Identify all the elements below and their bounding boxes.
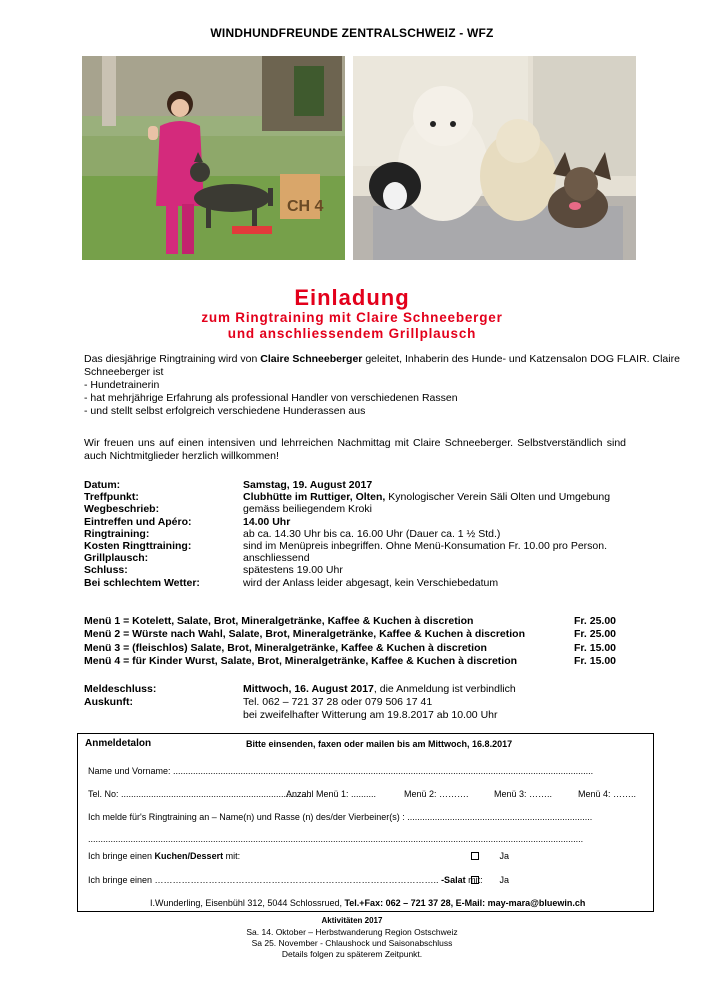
detail-row-kosten: Kosten Ringttraining: sind im Menüpreis inbegriffen. Ohne Menü-Konsumation Fr. 10.00 pro Person. [84, 539, 608, 552]
sign-text: CH 4 [287, 198, 324, 215]
menu-item: Menü 3 = (fleischlos) Salate, Brot, Mineralgetränke, Kaffee & Kuchen à discretion Fr. 15.00 [84, 641, 616, 654]
menu-list [84, 615, 616, 669]
photo-handler-with-dog [82, 56, 345, 260]
activities-title: Aktivitäten 2017 [321, 916, 383, 925]
bullet-item: - hat mehrjährige Erfahrung als professional Handler von verschiedenen Rassen [84, 392, 458, 404]
meldeschluss-row: Meldeschluss: Mittwoch, 16. August 2017, die Anmeldung ist verbindlich [84, 683, 516, 695]
name-field[interactable]: Name und Vorname: ........................................................................................................................................................................ [88, 766, 594, 776]
menu4-count-field[interactable]: Menü 4: …….. [578, 789, 637, 799]
detail-row-eintreffen: Eintreffen und Apéro: 14.00 Uhr [84, 515, 291, 528]
menu-item: Menü 4 = für Kinder Wurst, Salate, Brot, Mineralgetränke, Kaffee & Kuchen à discretion Fr. 15.00 [84, 655, 616, 668]
detail-row-grillplausch: Grillplausch: anschliessend [84, 552, 310, 565]
menu-price: Fr. 15.00 [573, 641, 616, 654]
intro-line-1: Das diesjährige Ringtraining wird von Claire Schneeberger geleitet, Inhaberin des Hunde- und Katzensalon DOG FLAIR. Claire [84, 353, 680, 365]
intro-line-2: Schneeberger ist [84, 366, 164, 378]
salat-ja-label: Ja [499, 875, 510, 885]
detail-row-treffpunkt: Treffpunkt: Clubhütte im Ruttiger, Olten, Kynologischer Verein Säli Olten und Umgebung [84, 491, 611, 504]
kuchen-label: Ich bringe einen Kuchen/Dessert mit: [88, 851, 241, 861]
form-instructions: Bitte einsenden, faxen oder mailen bis am Mittwoch, 16.8.2017 [246, 739, 513, 749]
detail-row-schluss: Schluss: spätestens 19.00 Uhr [84, 564, 343, 577]
menu3-count-field[interactable]: Menü 3: …….. [494, 789, 553, 799]
activities-note: Details folgen zu späterem Zeitpunkt. [281, 949, 423, 959]
welcome-paragraph: Wir freuen uns auf einen intensiven und lehrreichen Nachmittag mit Claire Schneeberger. Selbstverständlich sind auch Nichtmitglieder herzlich willkommen! [84, 437, 626, 462]
kuchen-ja-label: Ja [499, 851, 510, 861]
tel-field[interactable]: Tel. No: ............................................................................ [88, 789, 312, 799]
page-header: WINDHUNDFREUNDE ZENTRALSCHWEIZ - WFZ [210, 26, 494, 40]
trainer-name: Claire Schneeberger [260, 353, 363, 365]
bullet-item: - und stellt selbst erfolgreich verschiedene Hunderassen aus [84, 405, 366, 417]
invitation-title: Einladung [294, 285, 410, 310]
dog-registration-line-2[interactable]: ...................................................................................................................................................................................................... [88, 834, 584, 844]
menu2-count-field[interactable]: Menü 2: ………. [404, 789, 469, 799]
event-details [84, 479, 624, 589]
kuchen-checkbox[interactable] [471, 852, 479, 860]
bullet-item: - Hundetrainerin [84, 379, 160, 391]
activity-item: Sa 25. November - Chlaushock und Saisonabschluss [251, 938, 453, 948]
registration-form [77, 733, 654, 912]
menu-price: Fr. 25.00 [573, 628, 616, 641]
detail-row-ringtraining: Ringtraining: ab ca. 14.30 Uhr bis ca. 16.00 Uhr (Dauer ca. 1 ½ Std.) [84, 527, 501, 540]
registration-info [84, 683, 624, 721]
activity-item: Sa. 14. Oktober – Herbstwanderung Region Ostschweiz [246, 927, 458, 937]
detail-row-datum: Datum: Samstag, 19. August 2017 [84, 479, 373, 491]
intro-paragraph [84, 353, 680, 418]
detail-row-wegbeschrieb: Wegbeschrieb: gemäss beiliegendem Kroki [84, 503, 372, 516]
dog-registration-field[interactable]: Ich melde für's Ringtraining an – Name(n) und Rasse (n) des/der Vierbeiner(s) : .......................................................................... [88, 812, 593, 822]
menu-item: Menü 1 = Kotelett, Salate, Brot, Mineralgetränke, Kaffee & Kuchen à discretion Fr. 25.00 [84, 615, 616, 627]
detail-row-wetter: Bei schlechtem Wetter: wird der Anlass leider abgesagt, kein Verschiebedatum [84, 576, 499, 589]
auskunft-row-2: bei zweifelhafter Witterung am 19.8.2017 ab 10.00 Uhr [243, 708, 498, 721]
salat-checkbox[interactable] [471, 876, 479, 884]
menu-price: Fr. 25.00 [573, 615, 616, 627]
contact-phone: Tel. 062 – 721 37 28 oder 079 506 17 41 [243, 695, 433, 708]
invitation-subtitle-1: zum Ringtraining mit Claire Schneeberger [201, 310, 503, 325]
photo-dogs-in-bathtub [353, 56, 636, 260]
menu-price: Fr. 15.00 [573, 655, 616, 668]
invitation-subtitle-2: und anschliessendem Grillplausch [227, 326, 477, 341]
form-title: Anmeldetalon [85, 738, 152, 749]
menu1-count-field[interactable]: Anzahl Menü 1: .......... [286, 789, 377, 799]
menu-item: Menü 2 = Würste nach Wahl, Salate, Brot, Mineralgetränke, Kaffee & Kuchen à discretion Fr. 25.00 [84, 628, 616, 641]
contact-address: I.Wunderling, Eisenbühl 312, 5044 Schlossrued, Tel.+Fax: 062 – 721 37 28, E-Mail: may-mara@bluewin.ch [150, 898, 586, 908]
salat-label: Ich bringe einen ………………………………………………………………………………….. -Salat mit: [88, 875, 483, 885]
auskunft-row: Auskunft: Tel. 062 – 721 37 28 oder 079 506 17 41 [84, 696, 624, 709]
